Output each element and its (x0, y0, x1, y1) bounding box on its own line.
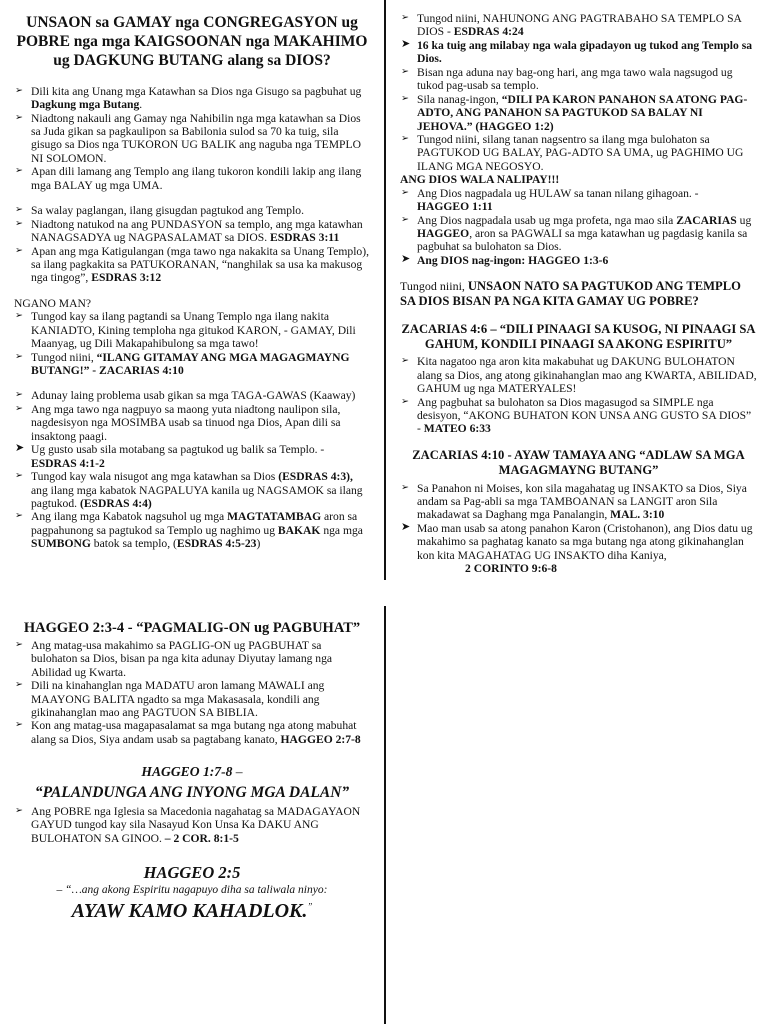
list-item: ➤ Mao man usab sa atong panahon Karon (Cristohanon), ang Dios datu ug makahimo sa paghatag kanato sa mga butang nga atong gikinahanglan kon kita MAGAHATAG UG INSAKTO diha Kaniya, 2 CORINTO 9:6-8 (400, 522, 757, 576)
list-item: ➢ Tungod kay wala nisugot ang mga katawhan sa Dios (ESDRAS 4:3), ang ilang mga kabatok NAGPALUYA kanila ug NAGSAMOK sa ilang pagtukod. (ESDRAS 4:4) (14, 470, 370, 510)
list-item: ➢ Tungod kay sa ilang pagtandi sa Unang Templo nga ilang nakita KANIADTO, Kining temploha nga gitukod KARON, - GAMAY, Dili Maanyag, ug Dili Makapahibulong sa mga tawo! (14, 310, 370, 350)
list-item: ➢ Ang Dios nagpadala usab ug mga profeta, nga mao sila ZACARIAS ug HAGGEO, aron sa PAGWALI sa mga katawhan ug pagdasig kanila sa pagbuhat sa bulohaton sa Dios. (400, 214, 757, 254)
list-item: ➢ Tungod niini, “ILANG GITAMAY ANG MGA MAGAGMAYNG BUTANG!” - ZACARIAS 4:10 (14, 351, 370, 378)
list-item: ➢ Kita nagatoo nga aron kita makabuhat ug DAKUNG BULOHATON alang sa Dios, ang atong gikinahanglan mao ang KWARTA, ABILIDAD, GAHUM ug nga MATERYALES! (400, 355, 757, 395)
zacarias-4-10-heading: ZACARIAS 4:10 - AYAW TAMAYA ANG “ADLAW SA MGA MAGAGMAYNG BUTANG” (412, 447, 745, 478)
haggeo-1-7-8-heading: HAGGEO 1:7-8 – (141, 764, 243, 780)
list-item: ➢ Apan dili lamang ang Templo ang ilang tukoron kondili lakip ang ilang mga BALAY ug mga UMA. (14, 165, 370, 192)
list-item: ➢ Sila nanag-ingon, “DILI PA KARON PANAHON SA ATONG PAG-ADTO, ANG PANAHON SA PAGTUKOD SA BALAY NI JEHOVA.” (HAGGEO 1:2) (400, 93, 757, 133)
list-item: ➤ Ang DIOS nag-ingon: HAGGEO 1:3-6 (400, 254, 757, 267)
ngano-man-heading: NGANO MAN? (14, 296, 91, 310)
list-item: ➢ Sa walay paglangan, ilang gisugdan pagtukod ang Templo. (14, 204, 370, 217)
dios-list (400, 187, 757, 268)
unsaon-question: Tungod niini, UNSAON NATO SA PAGTUKOD ANG TEMPLO SA DIOS BISAN PA NGA KITA GAMAY UG POBRE? (400, 279, 741, 309)
list-item: ➢ Ang pagbuhat sa bulohaton sa Dios magasugod sa SIMPLE nga desisyon, “AKONG BUHATON KON UNSA ANG GUSTO SA DIOS” - MATEO 6:33 (400, 396, 757, 436)
list-item: ➢ Adunay laing problema usab gikan sa mga TAGA-GAWAS (Kaaway) (14, 389, 370, 402)
list-item: ➢ Niadtong nakauli ang Gamay nga Nahibilin nga mga katawhan sa Dios sa Juda gikan sa pagkaulipon sa Babilonia sulod sa 70 ka tuig, sila gisugo sa Dios nga TUKORON UG BALIK ang naguba nga TEMPLO NI SOLOMON. (14, 112, 370, 166)
ngano-list (14, 310, 370, 377)
zacarias-4-10-list (400, 482, 757, 576)
pagmalig-on-list (14, 639, 370, 747)
list-item: ➢ Sa Panahon ni Moises, kon sila magahatag ug INSAKTO sa Dios, Siya andam sa Pag-abli sa mga TAMBOANAN sa LANGIT aron Sila makadawat sa Daghang mga Panalangin, MAL. 3:10 (400, 482, 757, 522)
intro-list (14, 85, 370, 193)
haggeo-2-3-4-heading: HAGGEO 2:3-4 - “PAGMALIG-ON ug PAGBUHAT” (23, 620, 361, 636)
list-item: ➢ Dili na kinahanglan nga MADATU aron lamang MAWALI ang MAAYONG BALITA ngadto sa mga Makasasala, kondili ang gikinahanglan mao ang PAGTUON SA BIBLIA. (14, 679, 370, 719)
hunong-list (400, 12, 757, 173)
main-title: UNSAON sa GAMAY nga CONGREGASYON ug POBRE nga mga KAIGSOONAN nga MAKAHIMO ug DAGKUNG BUTANG alang sa DIOS? (16, 14, 368, 69)
column-divider-top (384, 0, 386, 580)
list-item: ➢ Tungod niini, silang tanan nagsentro sa ilang mga bulohaton sa PAGTUKOD UG BALAY, PAG-ADTO SA UMA, ug PAGHIMO UG ILANG MGA NEGOSYO. (400, 133, 757, 173)
list-item: ➢ Ang POBRE nga Iglesia sa Macedonia nagahatag sa MADAGAYAON GAYUD tungod kay sila Nasayud Kon Unsa Ka DAKU ANG BULOHATON SA GINOO. – 2 COR. 8:1-5 (14, 805, 370, 845)
list-item: ➢ Dili kita ang Unang mga Katawhan sa Dios nga Gisugo sa pagbuhat ug Dagkung mga Butang. (14, 85, 370, 112)
list-item: ➢ Apan ang mga Katigulangan (mga tawo nga nakakita sa Unang Templo), sa ilang pagkakita sa PATUKORANAN, “nanghilak sa usa ka makusog nga tingog”, ESDRAS 3:12 (14, 245, 370, 285)
list-item: ➢ Niadtong natukod na ang PUNDASYON sa templo, ang mga katawhan NANAGSADYA ug NAGPASALAMAT sa DIOS. ESDRAS 3:11 (14, 218, 370, 245)
right-top-column (400, 12, 757, 576)
left-top-column (14, 14, 370, 551)
zacarias-4-6-heading: ZACARIAS 4:6 – “DILI PINAAGI SA KUSOG, NI PINAAGI SA GAHUM, KONDILI PINAAGI SA AKONG ESPIRITU” (401, 321, 756, 351)
list-item: ➢ Ang ilang mga Kabatok nagsuhol ug mga MAGTATAMBAG aron sa pagpahunong sa pagtukod sa Templo ug naghimo ug BAKAK nga mga SUMBONG batok sa templo, (ESDRAS 4:5-23) (14, 510, 370, 550)
zacarias-4-6-list (400, 355, 757, 436)
list-item: ➢ Tungod niini, NAHUNONG ANG PAGTRABAHO SA TEMPLO SA DIOS - ESDRAS 4:24 (400, 12, 757, 39)
haggeo-2-5-heading: HAGGEO 2:5 (143, 863, 241, 883)
problem-list (14, 389, 370, 550)
list-item: ➢ Bisan nga aduna nay bag-ong hari, ang mga tawo wala nagsugod ug tukod pag-usab sa templo. (400, 66, 757, 93)
left-bottom-column (14, 620, 370, 923)
wala-nalipay-heading: ANG DIOS WALA NALIPAY!!! (400, 173, 560, 187)
list-item: ➢ Ang Dios nagpadala ug HULAW sa tanan nilang gihagoan. - HAGGEO 1:11 (400, 187, 757, 214)
espiritu-quote: – “…ang akong Espiritu nagapuyo diha sa taliwala ninyo: (56, 884, 328, 897)
column-divider-bottom (384, 606, 386, 1024)
ayaw-kahadlok-text: AYAW KAMO KAHADLOK.” (71, 899, 313, 922)
list-item: ➢ Ang mga tawo nga nagpuyo sa maong yuta niadtong naulipon sila, nagdesisyon nga MOSIMBA usab sa tinuod nga Dios, Apan dili sa insaktong paagi. (14, 403, 370, 443)
list-item: ➢ Ang matag-usa makahimo sa PAGLIG-ON ug PAGBUHAT sa bulohaton sa Dios, bisan pa nga kita adunay Diyutay lamang nga Abilidad ug Kwarta. (14, 639, 370, 679)
palandunga-heading: “PALANDUNGA ANG INYONG MGA DALAN” (34, 784, 350, 802)
list-item: ➤ Ug gusto usab sila motabang sa pagtukod ug balik sa Templo. - ESDRAS 4:1-2 (14, 443, 370, 470)
list-item: ➤ 16 ka tuig ang milabay nga wala gipadayon ug tukod ang Templo sa Dios. (400, 39, 757, 66)
list-item: ➢ Kon ang matag-usa magapasalamat sa mga butang nga atong mabuhat alang sa Dios, Siya andam usab sa pagtabang kanato, HAGGEO 2:7-8 (14, 719, 370, 746)
pobre-list (14, 805, 370, 845)
temple-list (14, 204, 370, 285)
